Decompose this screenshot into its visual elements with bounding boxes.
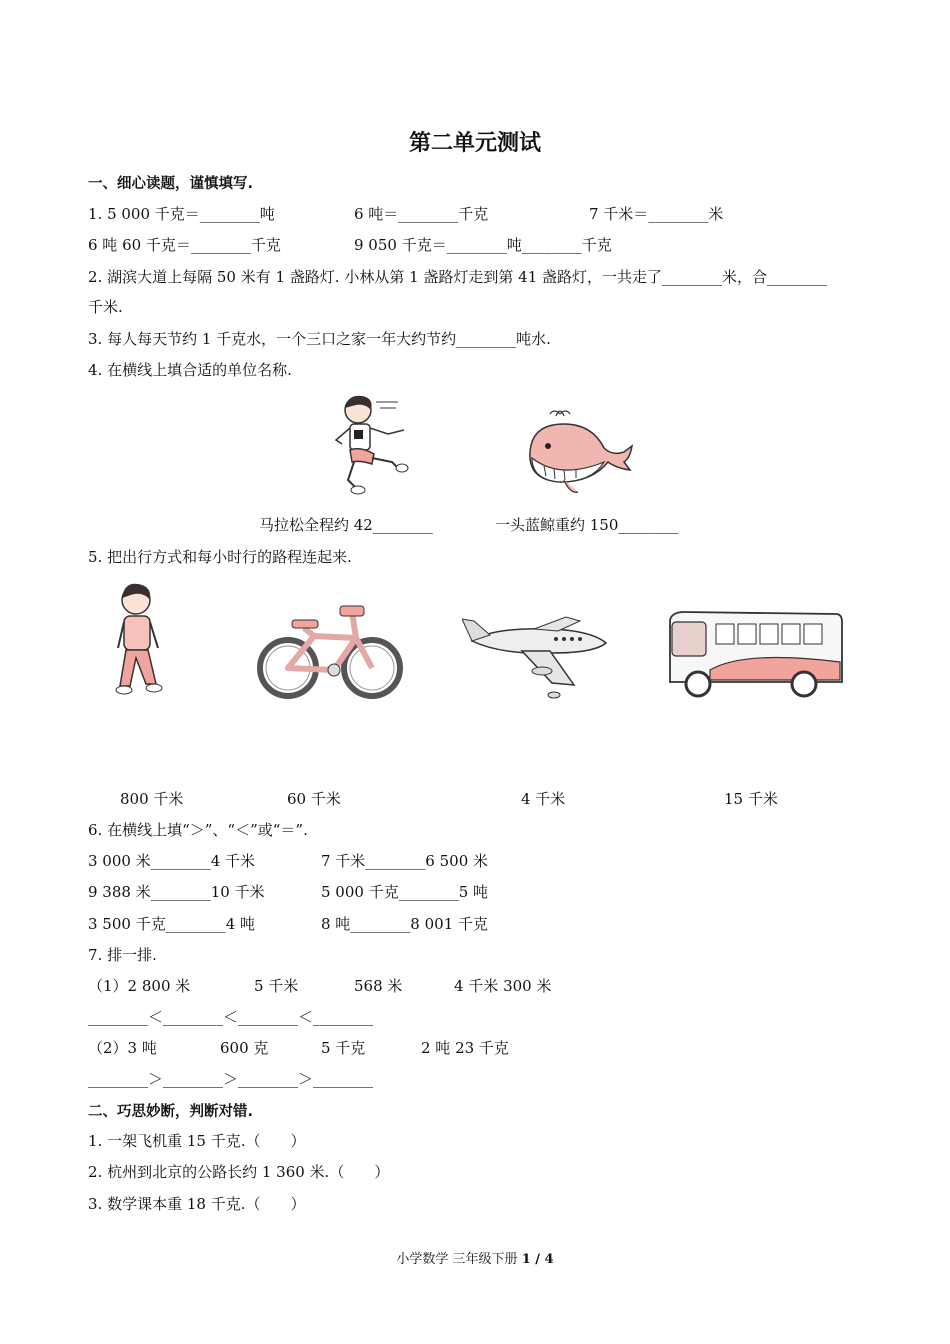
q1-c: 7 千米＝________米	[589, 205, 724, 223]
page-number: 1 / 4	[521, 1252, 554, 1267]
airplane-illustration	[462, 613, 610, 701]
q1-a: 1. 5 000 千克＝________吨	[88, 205, 275, 223]
q1-d: 6 吨 60 千克＝________千克	[88, 236, 281, 254]
q5-distance-3: 4 千米	[521, 790, 566, 808]
section2-heading: 二、巧思妙断，判断对错.	[88, 1104, 254, 1120]
q7-p2-b: 600 克	[220, 1039, 269, 1057]
q1-e: 9 050 千克＝________吨________千克	[354, 236, 612, 254]
q4-text: 4. 在横线上填合适的单位名称.	[88, 361, 292, 379]
q6-r2b: 5 000 千克________5 吨	[321, 883, 489, 901]
section1-heading: 一、细心读题，谨慎填写.	[88, 176, 254, 192]
q4-caption-whale: 一头蓝鲸重约 150________	[495, 516, 679, 534]
q2-line2: 千米.	[88, 298, 123, 316]
q6-r2a: 9 388 米________10 千米	[88, 883, 265, 901]
footer-text: 小学数学 三年级下册	[396, 1252, 522, 1267]
q7-p2-c: 5 千克	[321, 1039, 366, 1057]
bicycle-illustration	[256, 598, 406, 702]
q7-p1-c: 568 米	[354, 977, 403, 995]
page-footer	[0, 1248, 950, 1267]
whale-illustration	[520, 406, 635, 498]
q7-p1-line: ________＜________＜________＜________	[88, 1008, 374, 1026]
q7-text: 7. 排一排.	[88, 946, 157, 964]
q6-r1b: 7 千米________6 500 米	[321, 852, 489, 870]
runner-illustration	[318, 388, 413, 498]
judge-3: 3. 数学课本重 18 千克.（ ）	[88, 1195, 306, 1213]
q7-p2-line: ________＞________＞________＞________	[88, 1070, 374, 1088]
bus-illustration	[664, 610, 846, 698]
q5-distance-2: 60 千米	[287, 790, 341, 808]
q7-p1-b: 5 千米	[254, 977, 299, 995]
q6-r3b: 8 吨________8 001 千克	[321, 915, 489, 933]
q7-p2-label: （2）3 吨	[88, 1039, 157, 1057]
q7-p1-label: （1）2 800 米	[88, 977, 191, 995]
q1-b: 6 吨＝________千克	[354, 205, 489, 223]
q7-p2-d: 2 吨 23 千克	[421, 1039, 509, 1057]
page-title: 第二单元测试	[408, 131, 541, 156]
q6-r1a: 3 000 米________4 千米	[88, 852, 256, 870]
q5-text: 5. 把出行方式和每小时行的路程连起来.	[88, 548, 352, 566]
q6-r3a: 3 500 千克________4 吨	[88, 915, 256, 933]
q7-p1-d: 4 千米 300 米	[454, 977, 552, 995]
q3: 3. 每人每天节约 1 千克水，一个三口之家一年大约节约________吨水.	[88, 330, 551, 348]
judge-1: 1. 一架飞机重 15 千克.（ ）	[88, 1132, 306, 1150]
q2-line1: 2. 湖滨大道上每隔 50 米有 1 盏路灯. 小林从第 1 盏路灯走到第 41 盏路灯，一共走了________米，合________	[88, 268, 828, 286]
q5-distance-4: 15 千米	[724, 790, 778, 808]
judge-2: 2. 杭州到北京的公路长约 1 360 米.（ ）	[88, 1163, 390, 1181]
q4-caption-marathon: 马拉松全程约 42________	[259, 516, 433, 534]
walking-child-illustration	[106, 578, 176, 700]
q5-distance-1: 800 千米	[120, 790, 184, 808]
q6-text: 6. 在横线上填“＞”、“＜”或“＝”.	[88, 821, 308, 839]
